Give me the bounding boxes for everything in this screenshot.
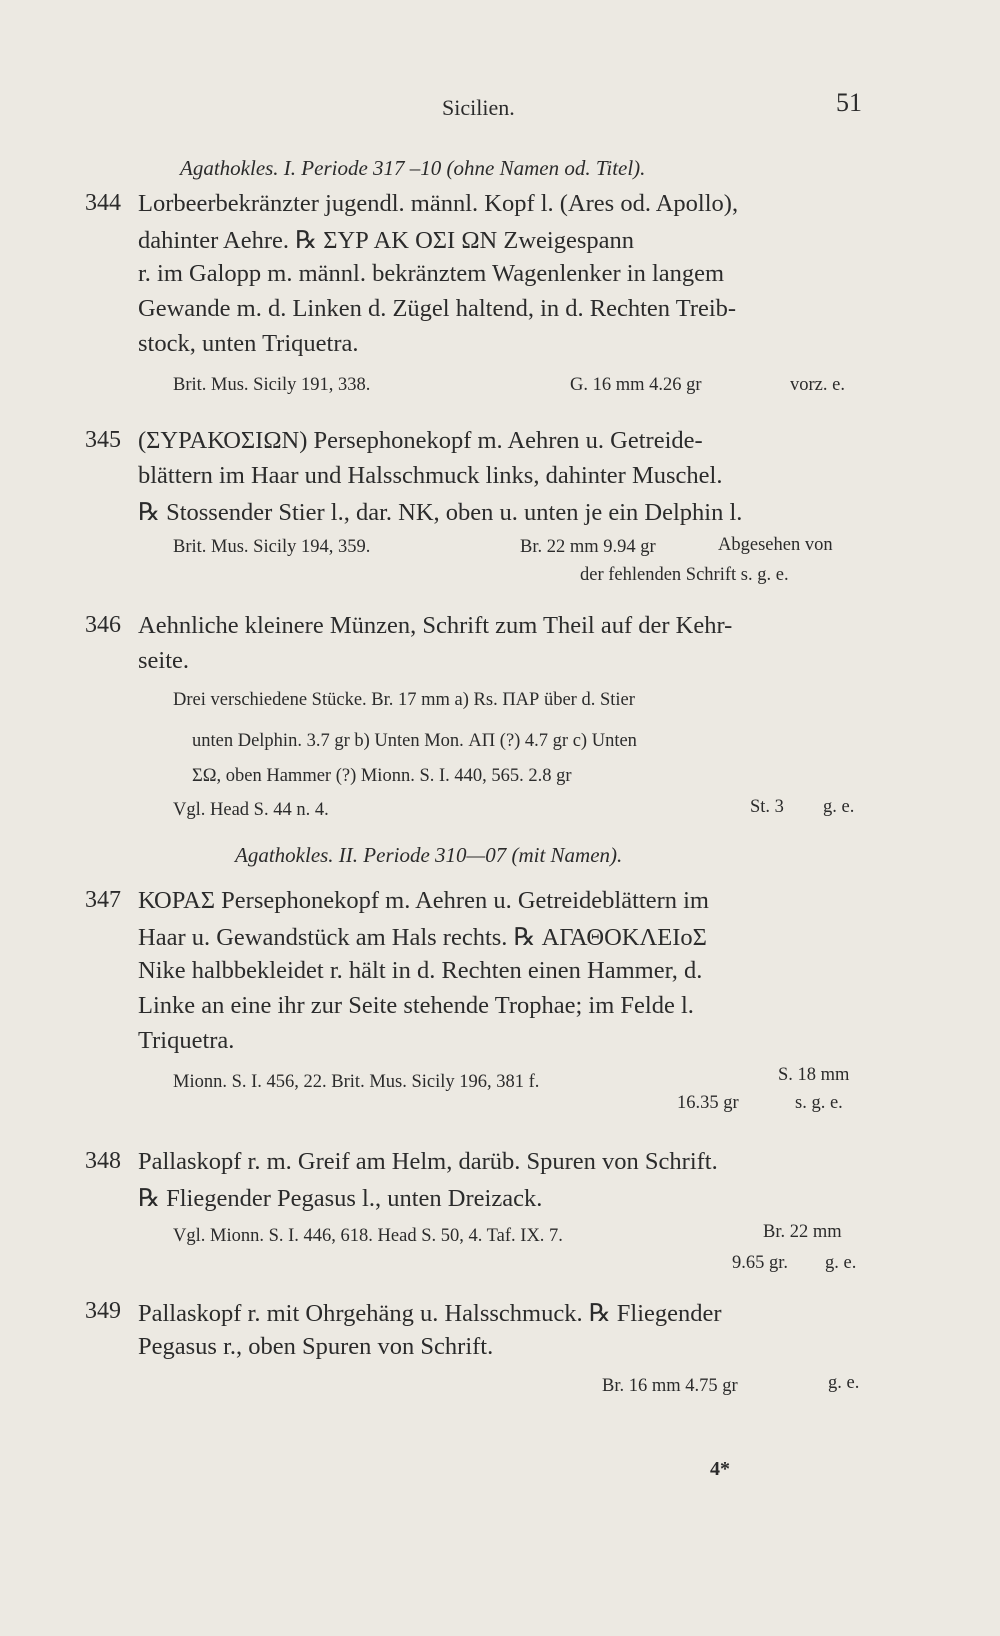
entry-344-line: Gewande m. d. Linken d. Zügel haltend, in d. Rechten Treib- (138, 295, 737, 322)
entry-345-line: blättern im Haar und Halsschmuck links, dahinter Muschel. (138, 462, 723, 489)
section-heading-period-1: Agathokles. I. Periode 317 –10 (ohne Namen od. Titel). (180, 156, 646, 180)
entry-347-line: Nike halbbekleidet r. hält in d. Rechten einen Hammer, d. (138, 957, 703, 984)
entry-344-line: r. im Galopp m. männl. bekränztem Wagenlenker in langem (138, 260, 725, 287)
page-number: 51 (836, 88, 862, 117)
entry-347-condition: s. g. e. (795, 1093, 843, 1113)
entry-346-plate: St. 3 (750, 797, 784, 817)
entry-348-reference: Vgl. Mionn. S. I. 446, 618. Head S. 50, 4. Taf. IX. 7. (173, 1226, 563, 1246)
section-heading-period-2: Agathokles. II. Periode 310—07 (mit Namen). (235, 843, 623, 867)
entry-345-condition: der fehlenden Schrift s. g. e. (580, 565, 789, 585)
entry-348-line: ℞ Fliegender Pegasus l., unten Dreizack. (138, 1185, 543, 1212)
entry-349-condition: g. e. (828, 1373, 860, 1393)
entry-344-condition: vorz. e. (790, 375, 845, 395)
entry-number-346: 346 (85, 612, 121, 638)
entry-number-344: 344 (85, 190, 121, 216)
entry-number-345: 345 (85, 427, 121, 453)
entry-346-reference: Drei verschiedene Stücke. Br. 17 mm a) Rs. ΠΑΡ über d. Stier (173, 690, 635, 710)
entry-346-reference: Vgl. Head S. 44 n. 4. (173, 800, 329, 820)
entry-347-weight: 16.35 gr (677, 1093, 739, 1113)
entry-344-measurements: G. 16 mm 4.26 gr (570, 375, 702, 395)
entry-345-line: (ΣΥΡΑΚΟΣΙΩΝ) Persephonekopf m. Aehren u. Getreide- (138, 427, 703, 454)
entry-347-line: ΚΟΡΑΣ Persephonekopf m. Aehren u. Getreideblättern im (138, 887, 709, 914)
entry-346-reference: ΣΩ, oben Hammer (?) Mionn. S. I. 440, 565. 2.8 gr (192, 766, 572, 786)
entry-344-line: dahinter Aehre. ℞ ΣΥΡ ΑΚ ΟΣΙ ΩΝ Zweigespann (138, 227, 634, 254)
entry-345-note: Abgesehen von (718, 535, 833, 555)
entry-number-348: 348 (85, 1148, 121, 1174)
entry-348-diameter: Br. 22 mm (763, 1222, 842, 1242)
signature-mark: 4* (710, 1458, 730, 1480)
entry-349-line: Pegasus r., oben Spuren von Schrift. (138, 1333, 494, 1360)
entry-344-line: Lorbeerbekränzter jugendl. männl. Kopf l. (Ares od. Apollo), (138, 190, 739, 217)
entry-346-condition: g. e. (823, 797, 855, 817)
entry-345-line: ℞ Stossender Stier l., dar. ΝΚ, oben u. unten je ein Delphin l. (138, 499, 743, 526)
entry-346-line: Aehnliche kleinere Münzen, Schrift zum Theil auf der Kehr- (138, 612, 733, 639)
entry-348-line: Pallaskopf r. m. Greif am Helm, darüb. Spuren von Schrift. (138, 1148, 718, 1175)
entry-345-measurements: Br. 22 mm 9.94 gr (520, 537, 656, 557)
entry-347-line: Triquetra. (138, 1027, 235, 1054)
entry-347-diameter: S. 18 mm (778, 1065, 850, 1085)
entry-349-measurements: Br. 16 mm 4.75 gr (602, 1376, 738, 1396)
entry-344-reference: Brit. Mus. Sicily 191, 338. (173, 375, 371, 395)
entry-347-line: Haar u. Gewandstück am Hals rechts. ℞ ΑΓΑΘΟΚΛΕΙοΣ (138, 924, 707, 951)
entry-347-reference: Mionn. S. I. 456, 22. Brit. Mus. Sicily 196, 381 f. (173, 1072, 540, 1092)
entry-346-line: seite. (138, 647, 190, 674)
entry-number-349: 349 (85, 1298, 121, 1324)
running-header: Sicilien. (442, 95, 515, 120)
entry-348-weight: 9.65 gr. (732, 1253, 789, 1273)
entry-346-reference: unten Delphin. 3.7 gr b) Unten Mon. ΑΠ (?) 4.7 gr c) Unten (192, 731, 637, 751)
entry-345-reference: Brit. Mus. Sicily 194, 359. (173, 537, 371, 557)
entry-347-line: Linke an eine ihr zur Seite stehende Trophae; im Felde l. (138, 992, 694, 1019)
entry-349-line: Pallaskopf r. mit Ohrgehäng u. Halsschmuck. ℞ Fliegender (138, 1300, 722, 1327)
entry-344-line: stock, unten Triquetra. (138, 330, 359, 357)
entry-number-347: 347 (85, 887, 121, 913)
entry-348-condition: g. e. (825, 1253, 857, 1273)
